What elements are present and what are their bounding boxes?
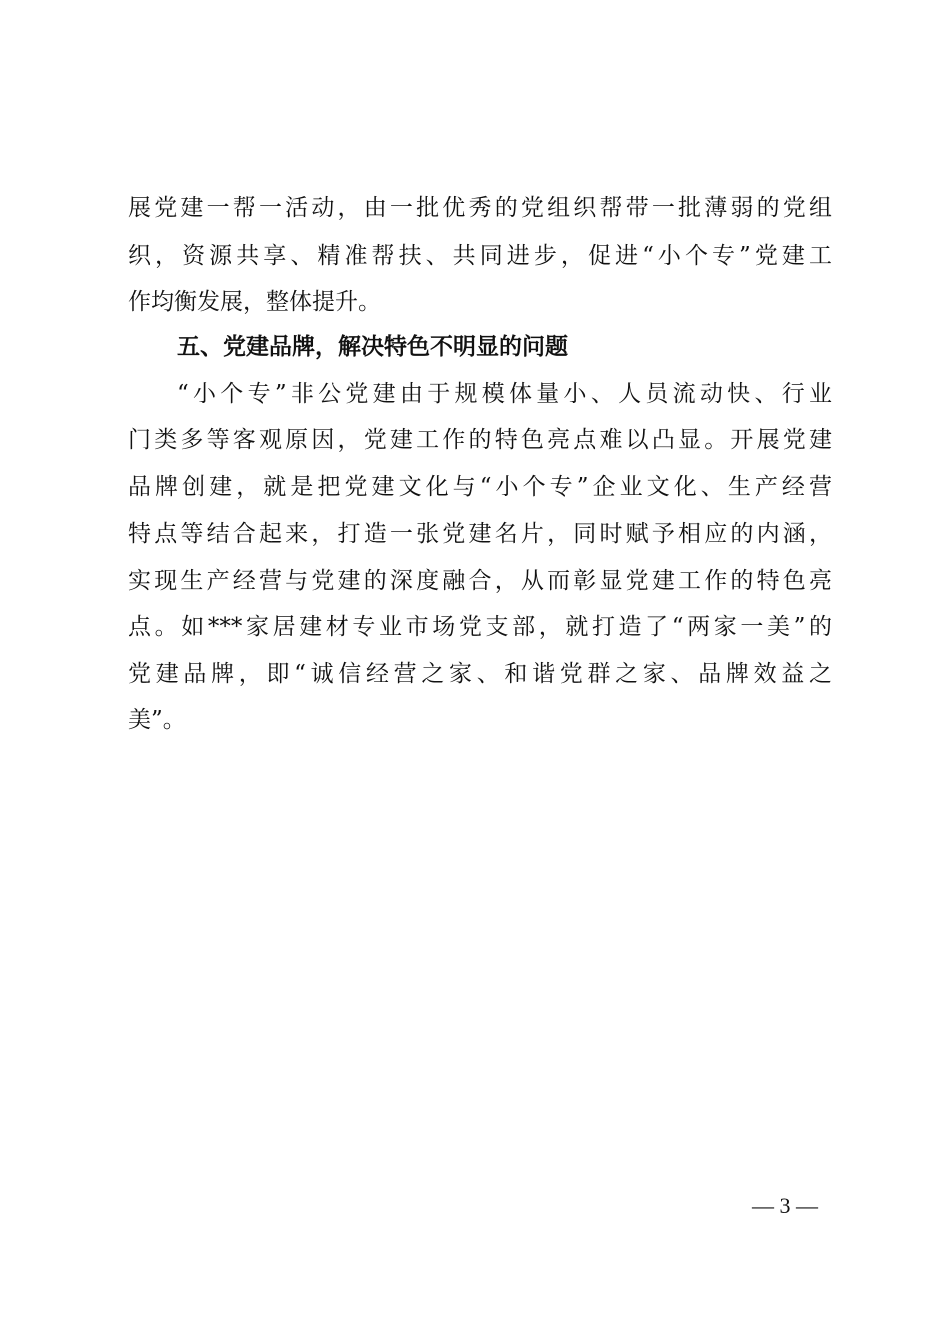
paragraph-1-line-3: 作均衡发展，整体提升。 bbox=[128, 289, 381, 315]
paragraph-2-line-3: 品牌创建，就是把党建文化与“小个专”企业文化、生产经营 bbox=[128, 474, 832, 500]
paragraph-2-line-1: “小个专”非公党建由于规模体量小、人员流动快、行业 bbox=[177, 381, 832, 407]
paragraph-2-line-4: 特点等结合起来，打造一张党建名片，同时赋予相应的内涵， bbox=[128, 521, 832, 547]
section-heading: 五、党建品牌，解决特色不明显的问题 bbox=[177, 334, 568, 360]
paragraph-2-line-2: 门类多等客观原因，党建工作的特色亮点难以凸显。开展党建 bbox=[128, 427, 832, 453]
paragraph-2-line-5: 实现生产经营与党建的深度融合，从而彰显党建工作的特色亮 bbox=[128, 568, 832, 594]
paragraph-2-line-7: 党建品牌，即“诚信经营之家、和谐党群之家、品牌效益之 bbox=[128, 661, 832, 687]
paragraph-1-line-1: 展党建一帮一活动，由一批优秀的党组织帮带一批薄弱的党组 bbox=[128, 195, 832, 221]
paragraph-2-line-8: 美”。 bbox=[128, 707, 186, 733]
paragraph-1-line-2: 织，资源共享、精准帮扶、共同进步，促进“小个专”党建工 bbox=[128, 243, 832, 269]
page-number: — 3 — bbox=[752, 1193, 818, 1218]
paragraph-2-line-6: 点。如***家居建材专业市场党支部，就打造了“两家一美”的 bbox=[128, 614, 832, 640]
